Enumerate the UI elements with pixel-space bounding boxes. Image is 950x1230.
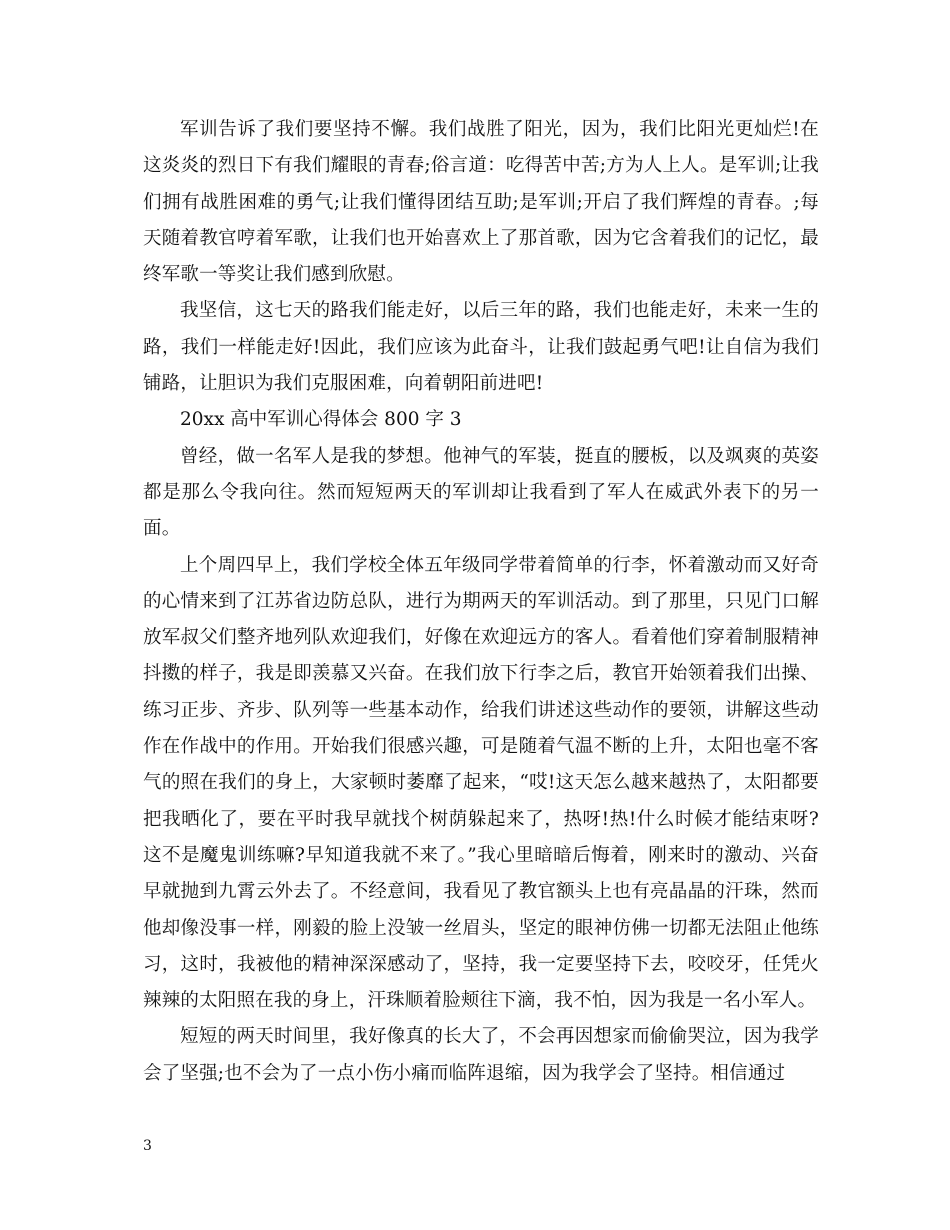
page-number: 3 <box>143 1138 152 1154</box>
paragraph-4: 上个周四早上，我们学校全体五年级同学带着简单的行李，怀着激动而又好奇的心情来到了江苏省边防总队，进行为期两天的军训活动。到了那里，只见门口解放军叔父们整齐地列队欢迎我们，好像在欢迎远方的客人。看着他们穿着制服精神抖擞的样子，我是即羡慕又兴奋。在我们放下行李之后，教官开始领着我们出操、练习正步、齐步、队列等一些基本动作，给我们讲述这些动作的要领，讲解这些动作在作战中的作用。开始我们很感兴趣，可是随着气温不断的上升，太阳也毫不客气的照在我们的身上，大家顿时萎靡了起来，“哎!这天怎么越来越热了，太阳都要把我晒化了，要在平时我早就找个树荫躲起来了，热呀!热!什么时候才能结束呀?这不是魔鬼训练嘛?早知道我就不来了。”我心里暗暗后悔着，刚来时的激动、兴奋早就抛到九霄云外去了。不经意间，我看见了教官额头上也有亮晶晶的汗珠，然而他却像没事一样，刚毅的脸上没皱一丝眉头，坚定的眼神仿佛一切都无法阻止他练习，这时，我被他的精神深深感动了，坚持，我一定要坚持下去，咬咬牙，任凭火辣辣的太阳照在我的身上，汗珠顺着脸颊往下滴，我不怕，因为我是一名小军人。 <box>143 554 819 1012</box>
paragraph-5: 短短的两天时间里，我好像真的长大了，不会再因想家而偷偷哭泣，因为我学会了坚强;也不会为了一点小伤小痛而临阵退缩，因为我学会了坚持。相信通过 <box>143 1026 819 1084</box>
section-heading: 20xx 高中军训心得体会 800 字 3 <box>180 409 462 431</box>
document-body <box>143 112 819 1092</box>
paragraph-2: 我坚信，这七天的路我们能走好，以后三年的路，我们也能走好，未来一生的路，我们一样能走好!因此，我们应该为此奋斗，让我们鼓起勇气吧!让自信为我们铺路，让胆识为我们克服困难，向着朝阳前进吧! <box>143 300 819 395</box>
paragraph-1: 军训告诉了我们要坚持不懈。我们战胜了阳光，因为，我们比阳光更灿烂!在这炎炎的烈日下有我们耀眼的青春;俗言道：吃得苦中苦;方为人上人。是军训;让我们拥有战胜困难的勇气;让我们懂得团结互助;是军训;开启了我们辉煌的青春。;每天随着教官哼着军歌，让我们也开始喜欢上了那首歌，因为它含着我们的记忆，最终军歌一等奖让我们感到欣慰。 <box>143 119 819 286</box>
paragraph-3: 曾经，做一名军人是我的梦想。他神气的军装，挺直的腰板，以及飒爽的英姿都是那么令我向往。然而短短两天的军训却让我看到了军人在威武外表下的另一面。 <box>143 445 819 540</box>
